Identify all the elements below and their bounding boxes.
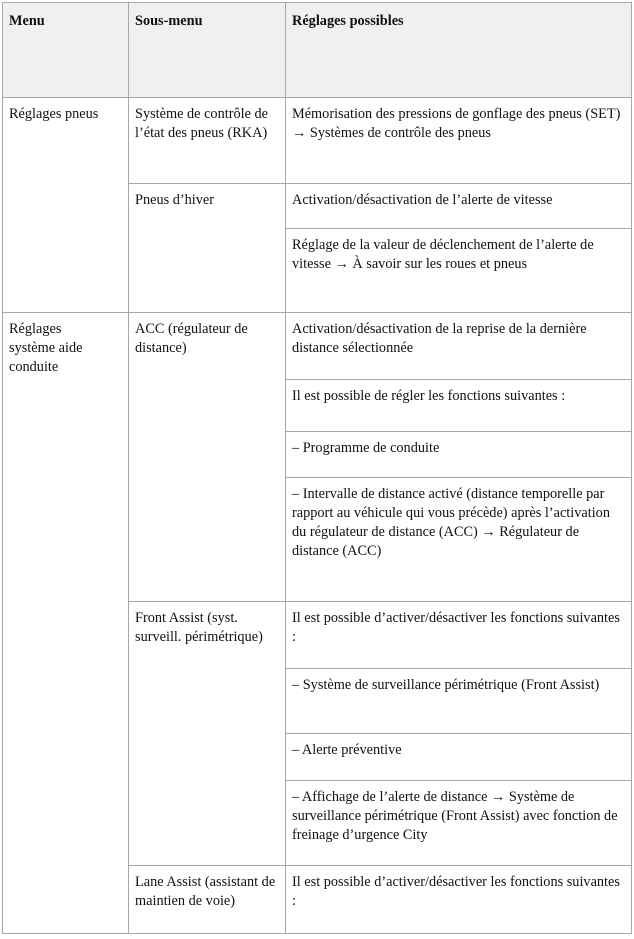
setting-text: – Programme de conduite <box>292 440 440 456</box>
setting-cell <box>285 780 632 866</box>
setting-text: – Alerte préventive <box>292 742 402 758</box>
setting-cell <box>285 431 632 478</box>
menu-label: Réglages pneus <box>9 106 99 122</box>
submenu-label: Système de contrôle de l’état des pneus (RKA) <box>135 106 269 141</box>
header-menu-label: Menu <box>9 13 45 29</box>
submenu-label: Front Assist (syst. surveill. périmétrique) <box>135 610 263 645</box>
setting-text: Réglage de la valeur de déclenchement de l’alerte de vitesse → À savoir sur les roues et pneus <box>292 237 594 272</box>
setting-cell <box>285 312 632 380</box>
setting-text: Activation/désactivation de la reprise de la dernière distance sélectionnée <box>292 321 587 356</box>
setting-cell <box>285 97 632 184</box>
setting-text: Il est possible d’activer/désactiver les fonctions suivantes : <box>292 874 620 909</box>
setting-text: Il est possible d’activer/désactiver les fonctions suivantes : <box>292 610 620 645</box>
header-settings <box>285 2 632 98</box>
setting-cell <box>285 733 632 781</box>
setting-text: Il est possible de régler les fonctions suivantes : <box>292 388 566 404</box>
header-submenu <box>128 2 286 98</box>
setting-cell <box>285 668 632 734</box>
submenu-label: Lane Assist (assistant de maintien de voie) <box>135 874 276 909</box>
submenu-cell-acc <box>128 312 286 602</box>
menu-label: Réglages système aide conduite <box>9 321 83 375</box>
header-menu <box>2 2 129 98</box>
setting-text: Activation/désactivation de l’alerte de vitesse <box>292 192 553 208</box>
header-submenu-label: Sous-menu <box>135 13 203 29</box>
setting-cell <box>285 183 632 229</box>
submenu-cell-hiver <box>128 183 286 313</box>
setting-text: – Système de surveillance périmétrique (Front Assist) <box>292 677 600 693</box>
header-settings-label: Réglages possibles <box>292 13 404 29</box>
submenu-cell-rka <box>128 97 286 184</box>
setting-text: – Affichage de l’alerte de distance → Système de surveillance périmétrique (Front Assist) avec fonction de freinage d’urgence City <box>292 789 618 843</box>
setting-text: – Intervalle de distance activé (distance temporelle par rapport au véhicule qui vous précède) après l’activation du régulateur de distance (ACC) → Régulateur de distance (ACC) <box>292 486 610 559</box>
submenu-label: Pneus d’hiver <box>135 192 215 208</box>
setting-cell <box>285 865 632 934</box>
submenu-cell-front-assist <box>128 601 286 866</box>
submenu-label: ACC (régulateur de distance) <box>135 321 248 356</box>
setting-cell <box>285 477 632 602</box>
submenu-cell-lane-assist <box>128 865 286 934</box>
setting-text: Mémorisation des pressions de gonflage des pneus (SET) → Systèmes de contrôle des pneus <box>292 106 621 141</box>
setting-cell <box>285 601 632 669</box>
setting-cell <box>285 379 632 432</box>
setting-cell <box>285 228 632 313</box>
menu-cell-aide-conduite <box>2 312 129 934</box>
menu-cell-pneus <box>2 97 129 313</box>
